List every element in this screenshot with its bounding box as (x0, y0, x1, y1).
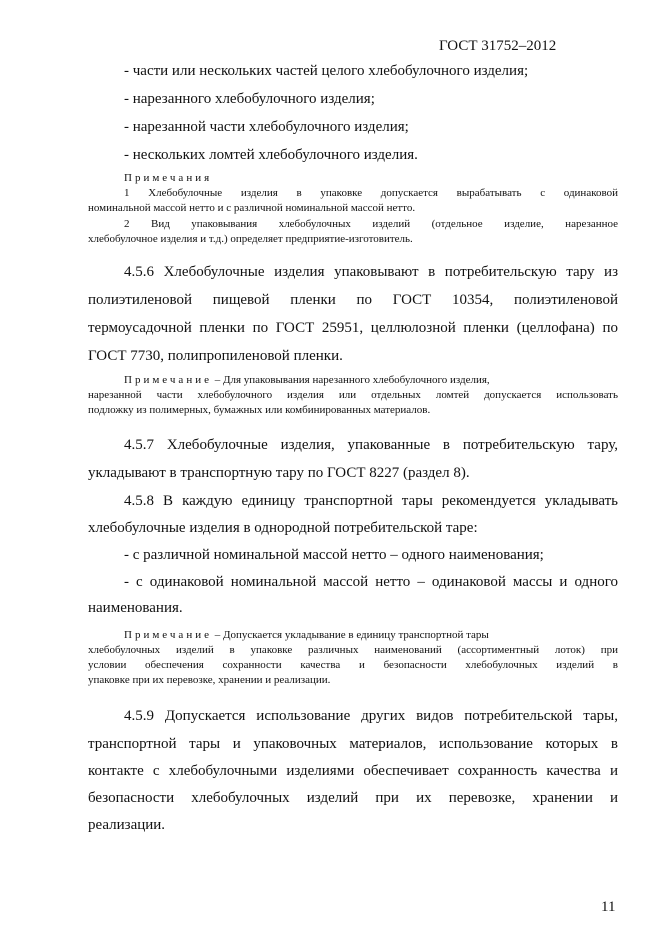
paragraph-4-5-8-line: хлебобулочные изделия в однородной потребительской таре: (88, 520, 478, 536)
paragraph-4-5-9-line: контакте с хлебобулочными изделиями обеспечивает сохранность качества и (88, 763, 618, 779)
paragraph-4-5-8-line: наименования. (88, 600, 183, 616)
paragraph-4-5-8-line: - с одинаковой номинальной массой нетто – одинаковой массы и одного (124, 574, 618, 590)
note-title: Примечания (124, 172, 213, 184)
note-line: подложку из полимерных, бумажных или комбинированных материалов. (88, 404, 431, 416)
note-line (124, 373, 618, 388)
paragraph-4-5-7-line: укладывают в транспортную тару по ГОСТ 8227 (раздел 8). (88, 465, 470, 481)
page-number: 11 (601, 899, 616, 915)
note-line: условии обеспечения сохранности качества и безопасности хлебобулочных изделий в (88, 659, 618, 671)
paragraph-4-5-9-line: транспортной тары и упаковочных материалов, использование которых в (88, 736, 618, 752)
note-label: Примечание (124, 374, 212, 386)
note-line: 2 Вид упаковывания хлебобулочных изделий (отдельное изделие, нарезанное (124, 218, 618, 230)
paragraph-4-5-9-line: безопасности хлебобулочных изделий при их перевозке, хранении и (88, 790, 618, 806)
paragraph-4-5-8-line: 4.5.8 В каждую единицу транспортной тары рекомендуется укладывать (124, 493, 618, 509)
note-line: упаковке при их перевозке, хранении и реализации. (88, 674, 331, 686)
list-item: - нескольких ломтей хлебобулочного изделия. (124, 147, 418, 163)
paragraph-4-5-9-line: реализации. (88, 817, 166, 833)
paragraph-4-5-6-line: ГОСТ 7730, полипропиленовой пленки. (88, 348, 343, 364)
paragraph-4-5-6-line: термоусадочной пленки по ГОСТ 25951, целлюлозной пленки (целлофана) по (88, 320, 618, 336)
list-item: - части или нескольких частей целого хлебобулочного изделия; (124, 63, 529, 79)
note-text: – Допускается укладывание в единицу транспортной тары (211, 629, 489, 641)
note-line: нарезанной части хлебобулочного изделия или отдельных ломтей допускается использовать (88, 389, 618, 401)
note-line: номинальной массой нетто и с различной номинальной массой нетто. (88, 202, 416, 214)
document-code-header: ГОСТ 31752–2012 (439, 38, 557, 54)
note-line: 1 Хлебобулочные изделия в упаковке допускается вырабатывать с одинаковой (124, 187, 618, 199)
list-item: - нарезанного хлебобулочного изделия; (124, 91, 375, 107)
paragraph-4-5-6-line: полиэтиленовой пищевой пленки по ГОСТ 10354, полиэтиленовой (88, 292, 618, 308)
note-line (124, 628, 618, 643)
note-label: Примечание (124, 629, 212, 641)
paragraph-4-5-8-line: - с различной номинальной массой нетто – одного наименования; (124, 547, 544, 563)
paragraph-4-5-7-line: 4.5.7 Хлебобулочные изделия, упакованные в потребительскую тару, (124, 437, 618, 453)
note-line: хлебобулочных изделий в упаковке различных наименований (ассортиментный лоток) при (88, 644, 618, 656)
paragraph-4-5-9-line: 4.5.9 Допускается использование других видов потребительской тары, (124, 708, 618, 724)
note-text: – Для упаковывания нарезанного хлебобулочного изделия, (211, 374, 490, 386)
note-line: хлебобулочное изделия и т.д.) определяет предприятие-изготовитель. (88, 233, 413, 245)
list-item: - нарезанной части хлебобулочного изделия; (124, 119, 409, 135)
paragraph-4-5-6-line: 4.5.6 Хлебобулочные изделия упаковывают в потребительскую тару из (124, 264, 618, 280)
